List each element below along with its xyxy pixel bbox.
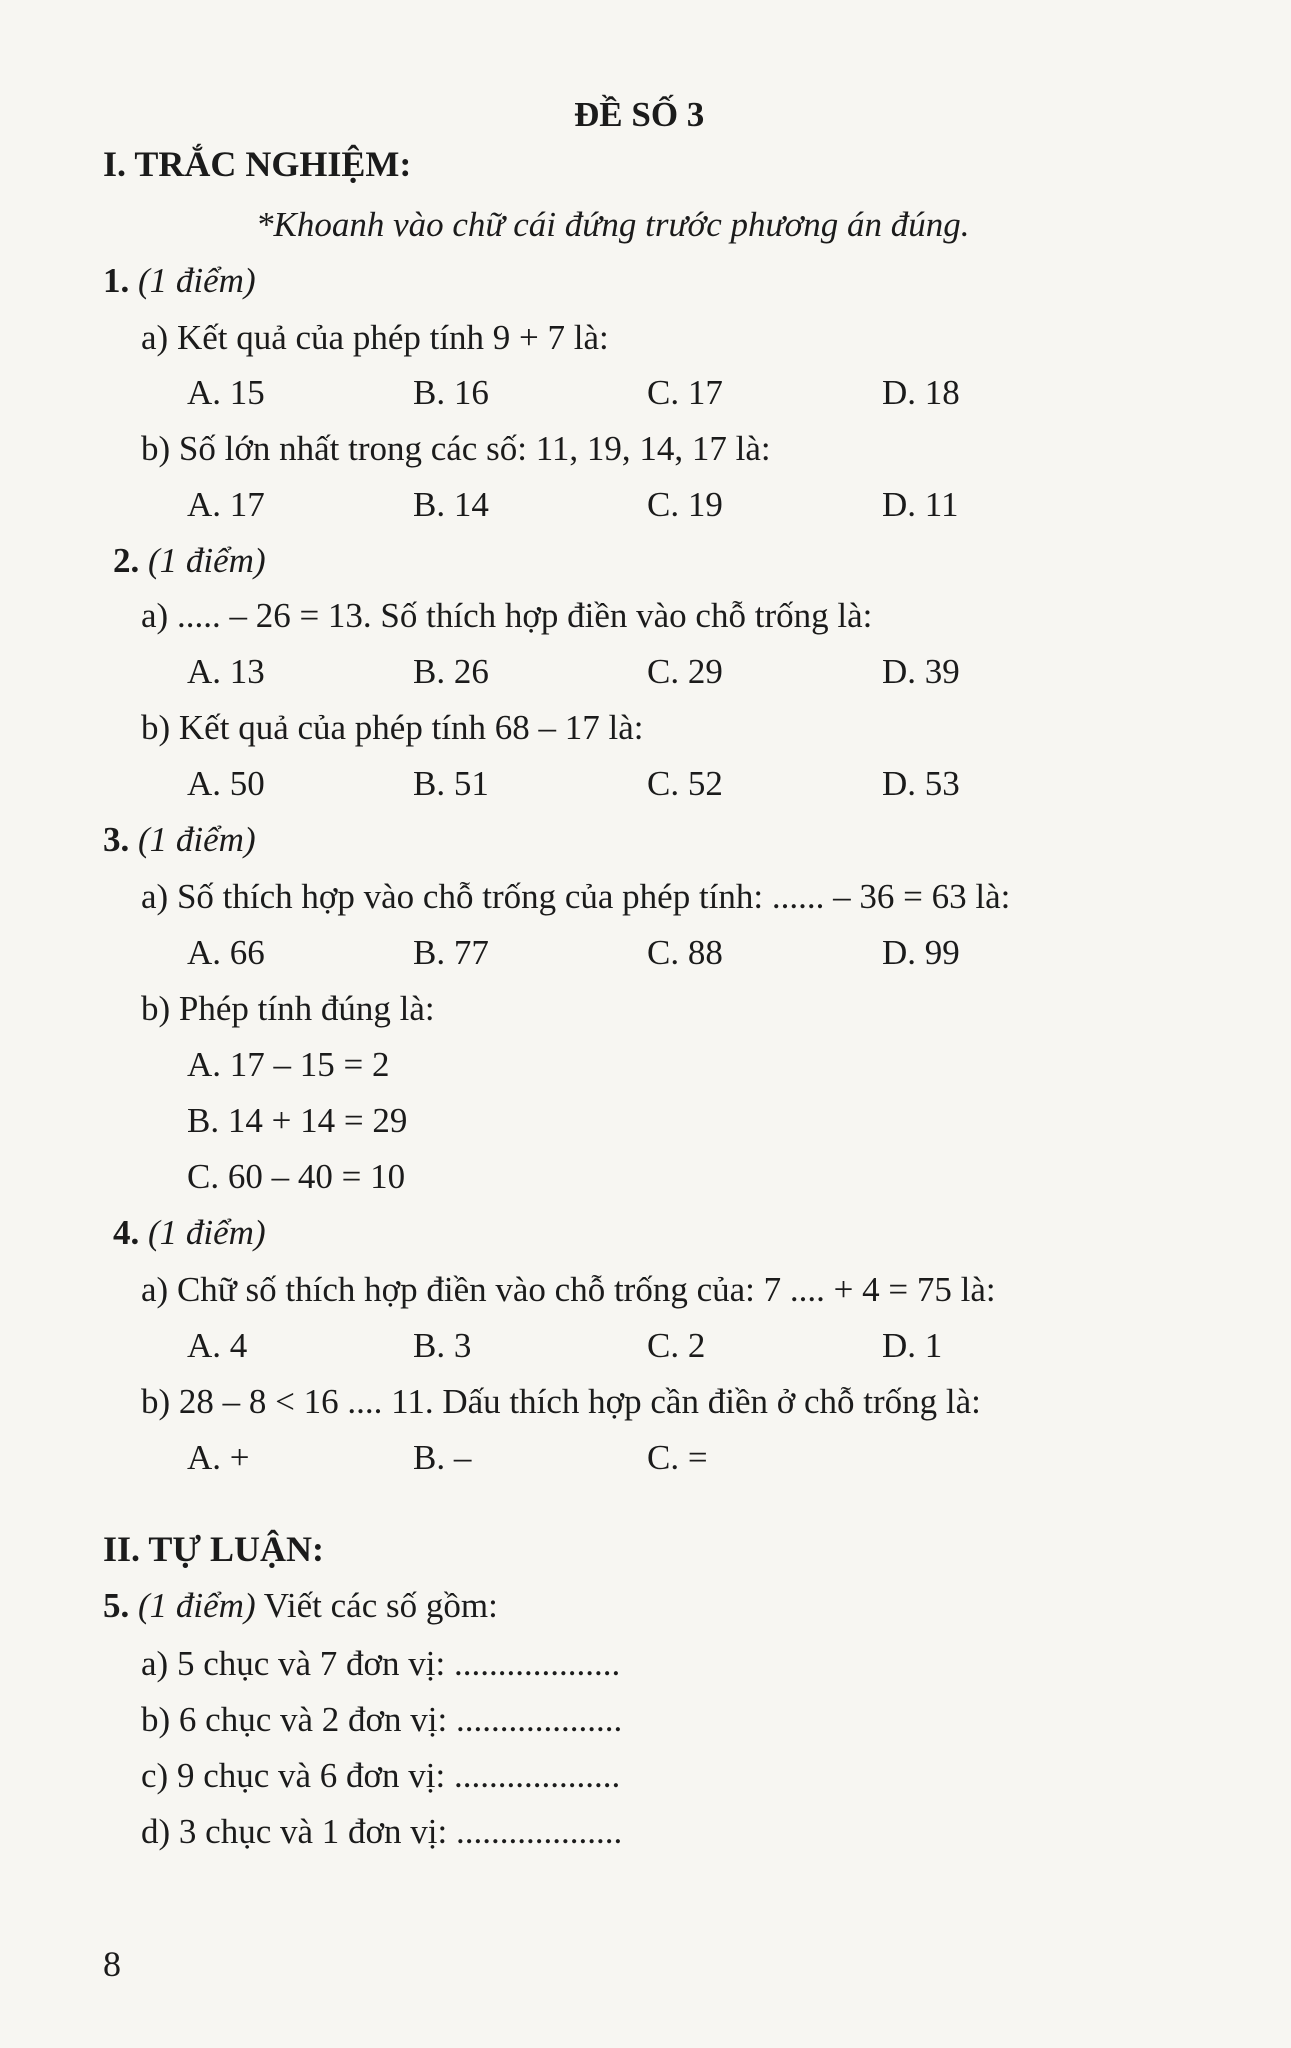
q4b-option-c[interactable]: C. = <box>647 1438 708 1477</box>
q2b-option-b[interactable]: B. 51 <box>413 764 489 803</box>
q4-points: (1 điểm) <box>148 1213 266 1252</box>
q5-number: 5. <box>103 1586 130 1625</box>
q3a-text: a) Số thích hợp vào chỗ trống của phép tính: ...... – 36 = 63 là: <box>141 877 1011 916</box>
q1b-option-d[interactable]: D. 11 <box>882 485 959 524</box>
q5-item-a[interactable]: a) 5 chục và 7 đơn vị: ................... <box>141 1644 621 1683</box>
q5-text: Viết các số gồm: <box>263 1586 498 1625</box>
q3b-option-a[interactable]: A. 17 – 15 = 2 <box>187 1045 390 1084</box>
q2a-option-a[interactable]: A. 13 <box>187 652 265 691</box>
q1b-option-b[interactable]: B. 14 <box>413 485 489 524</box>
q3-points: (1 điểm) <box>138 820 256 859</box>
page-title: ĐỀ SỐ 3 <box>574 95 705 134</box>
q4-number: 4. <box>113 1213 140 1252</box>
section2-heading: II. TỰ LUẬN: <box>103 1529 325 1569</box>
q1-header <box>103 263 256 298</box>
q1a-option-a[interactable]: A. 15 <box>187 373 265 412</box>
q3b-text: b) Phép tính đúng là: <box>141 989 435 1028</box>
q4a-option-d[interactable]: D. 1 <box>882 1326 943 1365</box>
q3-header <box>103 822 256 857</box>
q2a-option-b[interactable]: B. 26 <box>413 652 489 691</box>
q2b-text: b) Kết quả của phép tính 68 – 17 là: <box>141 708 644 747</box>
q2-header <box>113 543 266 578</box>
q1a-option-b[interactable]: B. 16 <box>413 373 489 412</box>
q4a-option-a[interactable]: A. 4 <box>187 1326 248 1365</box>
q4b-option-a[interactable]: A. + <box>187 1438 250 1477</box>
q1b-option-c[interactable]: C. 19 <box>647 485 723 524</box>
section1-heading: I. TRẮC NGHIỆM: <box>103 144 412 184</box>
q3a-option-d[interactable]: D. 99 <box>882 933 960 972</box>
q1a-option-c[interactable]: C. 17 <box>647 373 723 412</box>
q2b-option-c[interactable]: C. 52 <box>647 764 723 803</box>
q3-number: 3. <box>103 820 130 859</box>
q3a-option-c[interactable]: C. 88 <box>647 933 723 972</box>
q3b-option-c[interactable]: C. 60 – 40 = 10 <box>187 1157 406 1196</box>
q1-points: (1 điểm) <box>138 261 256 300</box>
q2a-option-c[interactable]: C. 29 <box>647 652 723 691</box>
q5-item-c[interactable]: c) 9 chục và 6 đơn vị: ................... <box>141 1756 621 1795</box>
section1-instruction: *Khoanh vào chữ cái đứng trước phương án đúng. <box>256 205 970 244</box>
q3a-option-b[interactable]: B. 77 <box>413 933 489 972</box>
q2a-text: a) ..... – 26 = 13. Số thích hợp điền vào chỗ trống là: <box>141 596 873 635</box>
q4a-option-c[interactable]: C. 2 <box>647 1326 706 1365</box>
q4-header <box>113 1215 266 1250</box>
q1-number: 1. <box>103 261 130 300</box>
q5-item-d[interactable]: d) 3 chục và 1 đơn vị: ................... <box>141 1812 623 1851</box>
q5-header <box>103 1588 498 1623</box>
q2-number: 2. <box>113 541 140 580</box>
q4b-option-b[interactable]: B. – <box>413 1438 472 1477</box>
q1b-text: b) Số lớn nhất trong các số: 11, 19, 14, 17 là: <box>141 429 771 468</box>
q2a-option-d[interactable]: D. 39 <box>882 652 960 691</box>
q3a-option-a[interactable]: A. 66 <box>187 933 265 972</box>
q5-points: (1 điểm) <box>138 1586 256 1625</box>
q3b-option-b[interactable]: B. 14 + 14 = 29 <box>187 1101 408 1140</box>
q2b-option-d[interactable]: D. 53 <box>882 764 960 803</box>
q4b-text: b) 28 – 8 < 16 .... 11. Dấu thích hợp cần điền ở chỗ trống là: <box>141 1382 981 1421</box>
q1a-option-d[interactable]: D. 18 <box>882 373 960 412</box>
q5-item-b[interactable]: b) 6 chục và 2 đơn vị: ................... <box>141 1700 623 1739</box>
q1a-text: a) Kết quả của phép tính 9 + 7 là: <box>141 318 609 357</box>
page-number: 8 <box>103 1944 121 1984</box>
q2b-option-a[interactable]: A. 50 <box>187 764 265 803</box>
q2-points: (1 điểm) <box>148 541 266 580</box>
q4a-option-b[interactable]: B. 3 <box>413 1326 472 1365</box>
q4a-text: a) Chữ số thích hợp điền vào chỗ trống của: 7 .... + 4 = 75 là: <box>141 1270 996 1309</box>
q1b-option-a[interactable]: A. 17 <box>187 485 265 524</box>
